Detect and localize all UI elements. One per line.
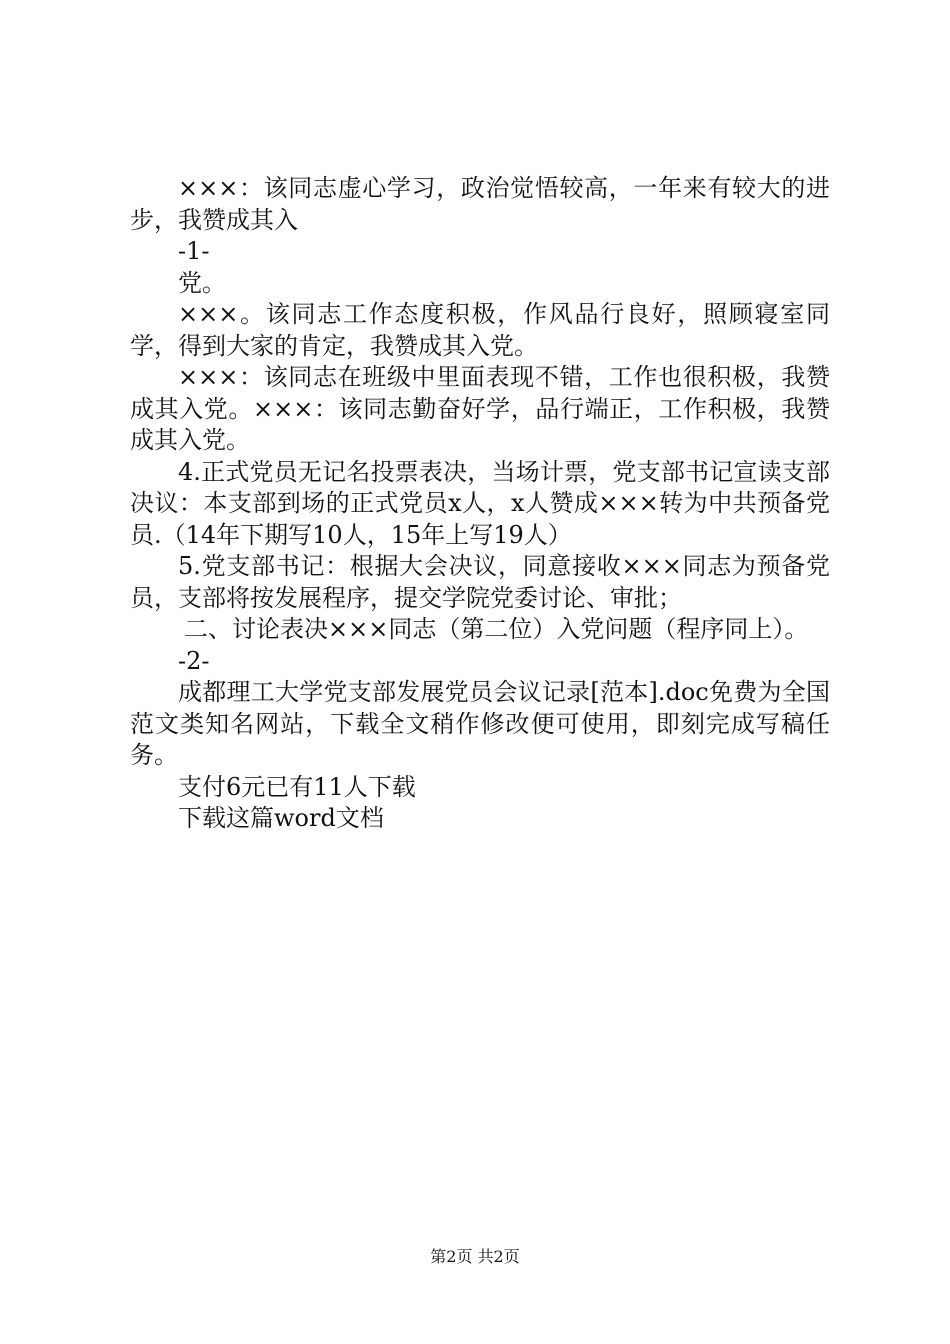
paragraph-section-2: 二、讨论表决×××同志（第二位）入党问题（程序同上）。 [184, 615, 809, 643]
paragraph-step-5: 5.党支部书记：根据大会决议，同意接收×××同志为预备党员，支部将按发展程序，提交学院党委讨论、审批； [130, 552, 830, 612]
page-footer: 第2页 共2页 [430, 1247, 520, 1266]
download-document-link[interactable]: 下载这篇word文档 [178, 804, 384, 832]
paragraph-comment-1: ×××：该同志虚心学习，政治觉悟较高，一年来有较大的进步，我赞成其入 [130, 174, 830, 234]
page-marker-2: -2- [178, 646, 210, 675]
document-body [130, 173, 830, 835]
page-marker-1: -1- [178, 237, 210, 265]
paragraph-comment-2: ×××。该同志工作态度积极，作风品行良好，照顾寝室同学，得到大家的肯定，我赞成其入党。 [130, 300, 830, 360]
paragraph-comment-1-continued: 党。 [178, 268, 226, 297]
download-count-text: 支付6元已有11人下载 [178, 772, 416, 801]
paragraph-step-4: 4.正式党员无记名投票表决，当场计票，党支部书记宣读支部决议：本支部到场的正式党员x人，x人赞成×××转为中共预备党员.（14年下期写10人，15年上写19人） [130, 457, 830, 549]
paragraph-site-notice: 成都理工大学党支部发展党员会议记录[范本].doc免费为全国范文类知名网站，下载全文稍作修改便可使用，即刻完成写稿任务。 [130, 678, 830, 769]
paragraph-comment-3: ×××：该同志在班级中里面表现不错，工作也很积极，我赞成其入党。×××：该同志勤奋好学，品行端正，工作积极，我赞成其入党。 [130, 363, 830, 454]
